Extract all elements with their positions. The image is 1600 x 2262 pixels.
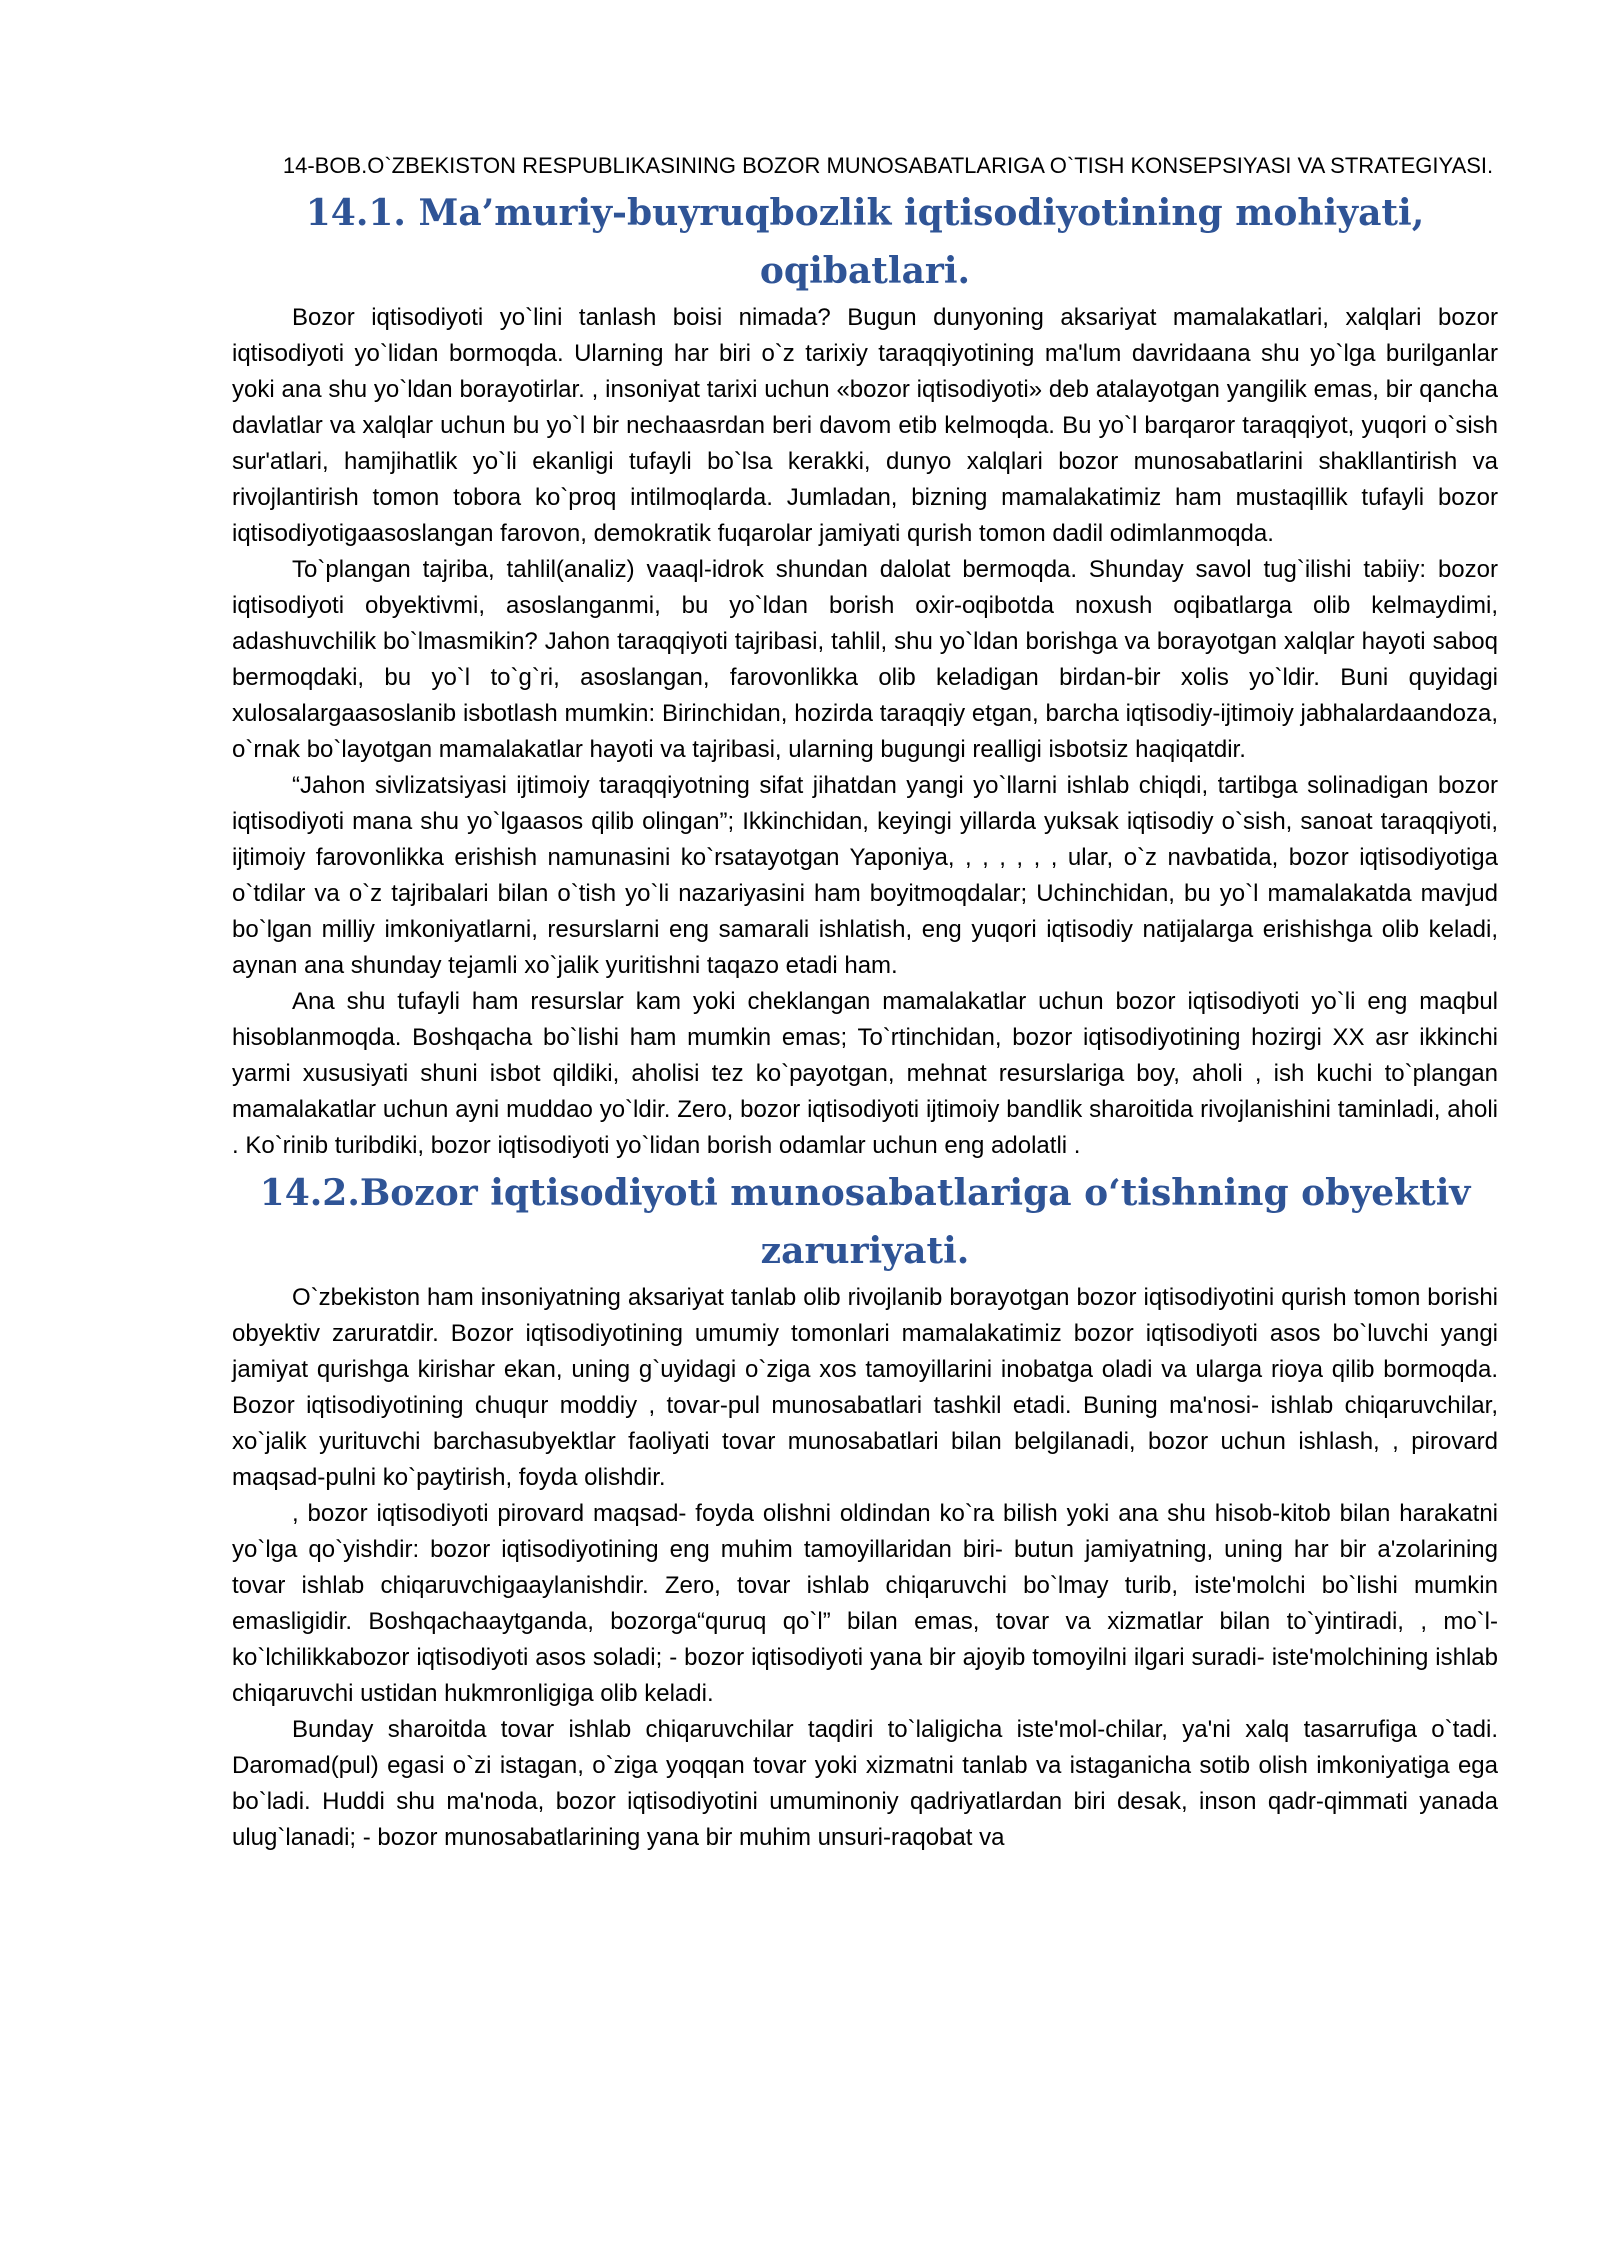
document-page [232,150,1498,1856]
paragraph: “Jahon sivlizatsiyasi ijtimoiy taraqqiyotning sifat jihatdan yangi yo`llarni ishlab chiqdi, tartibga solinadigan bozor iqtisodiyoti mana shu yo`lgaasos qilib olingan”; Ikkinchidan, keyingi yillarda yuksak iqtisodiy o`sish, sanoat taraqqiyoti, ijtimoiy farovonlikka erishish namunasini ko`rsatayotgan Yaponiya, , , , , , , ular, o`z navbatida, bozor iqtisodiyotiga o`tdilar va o`z tajribalari bilan o`tish yo`li nazariyasini ham boyitmoqdalar; Uchinchidan, bu yo`l mamalakatda mavjud bo`lgan milliy imkoniyatlarni, resurslarni eng samarali ishlatish, eng yuqori iqtisodiy natijalarga erishishga olib keladi, aynan ana shunday tejamli xo`jalik yuritishni taqazo etadi ham. [232,772,1498,979]
paragraph: Ana shu tufayli ham resurslar kam yoki cheklangan mamalakatlar uchun bozor iqtisodiyoti yo`li eng maqbul hisoblanmoqda. Boshqacha bo`lishi ham mumkin emas; To`rtinchidan, bozor iqtisodiyotining hozirgi XX asr ikkinchi yarmi xususiyati shuni isbot qildiki, aholisi tez ko`payotgan, mehnat resurslariga boy, aholi , ish kuchi to`plangan mamalakatlar uchun ayni muddao yo`ldir. Zero, bozor iqtisodiyoti ijtimoiy bandlik sharoitida rivojlanishini taminladi, aholi . Ko`rinib turibdiki, bozor iqtisodiyoti yo`lidan borish odamlar uchun eng adolatli . [232,988,1498,1159]
section-heading-14-1: 14.1. Ma’muriy-buyruqbozlik iqtisodiyotining mohiyati, oqibatlari. [305,192,1425,292]
paragraph: , bozor iqtisodiyoti pirovard maqsad- foyda olishni oldindan ko`ra bilish yoki ana shu hisob-kitob bilan harakatni yo`lga qo`yishdir: bozor iqtisodiyotining eng muhim tamoyillaridan biri- butun jamiyatning, uning har bir a'zolarining tovar ishlab chiqaruvchigaaylanishdir. Zero, tovar ishlab chiqaruvchi bo`lmay turib, iste'molchi bo`lishi mumkin emasligidir. Boshqachaaytganda, bozorga“quruq qo`l” bilan emas, tovar va xizmatlar bilan to`yintiradi, , mo`l-ko`lchilikkabozor iqtisodiyoti asos soladi; - bozor iqtisodiyoti yana bir ajoyib tomoyilni ilgari suradi- iste'molchining ishlab chiqaruvchi ustidan hukmronligiga olib keladi. [232,1500,1498,1707]
paragraph: Bozor iqtisodiyoti yo`lini tanlash boisi nimada? Bugun dunyoning aksariyat mamalakatlari, xalqlari bozor iqtisodiyoti yo`lidan bormoqda. Ularning har biri o`z tarixiy taraqqiyotining ma'lum davridaana shu yo`lga burilganlar yoki ana shu yo`ldan borayotirlar. , insoniyat tarixi uchun «bozor iqtisodiyoti» deb atalayotgan yangilik emas, bir qancha davlatlar va xalqlar uchun bu yo`l bir nechaasrdan beri davom etib kelmoqda. Bu yo`l barqaror taraqqiyot, yuqori o`sish sur'atlari, hamjihatlik yo`li ekanligi tufayli bo`lsa kerakki, dunyo xalqlari bozor munosabatlarini shakllantirish va rivojlantirish tomon tobora ko`proq intilmoqlarda. Jumladan, bizning mamalakatimiz ham mustaqillik tufayli bozor iqtisodiyotigaasoslangan farovon, demokratik fuqarolar jamiyati qurish tomon dadil odimlanmoqda. [232,304,1498,547]
paragraph: Bunday sharoitda tovar ishlab chiqaruvchilar taqdiri to`laligicha iste'mol-chilar, ya'ni xalq tasarrufiga o`tadi. Daromad(pul) egasi o`zi istagan, o`ziga yoqqan tovar yoki xizmatni tanlab va istaganicha sotib olish imkoniyatiga ega bo`ladi. Huddi shu ma'noda, bozor iqtisodiyotini umuminoniy qadriyatlardan biri desak, inson qadr-qimmati yanada ulug`lanadi; - bozor munosabatlarining yana bir muhim unsuri-raqobat va [232,1716,1498,1851]
paragraph: O`zbekiston ham insoniyatning aksariyat tanlab olib rivojlanib borayotgan bozor iqtisodiyotini qurish tomon borishi obyektiv zaruratdir. Bozor iqtisodiyotining umumiy tomonlari mamalakatimiz bozor iqtisodiyoti asos bo`luvchi yangi jamiyat qurishga kirishar ekan, uning g`uyidagi o`ziga xos tamoyillarini inobatga oladi va ularga rioya qilib bormoqda. Bozor iqtisodiyotining chuqur moddiy , tovar-pul munosabatlari tashkil etadi. Buning ma'nosi- ishlab chiqaruvchilar, xo`jalik yurituvchi barchasubyektlar faoliyati tovar munosabatlari bilan belgilanadi, bozor uchun ishlash, , pirovard maqsad-pulni ko`paytirish, foyda olishdir. [232,1284,1498,1491]
paragraph: To`plangan tajriba, tahlil(analiz) vaaql-idrok shundan dalolat bermoqda. Shunday savol tug`ilishi tabiiy: bozor iqtisodiyoti obyektivmi, asoslanganmi, bu yo`ldan borish oxir-oqibotda noxush oqibatlarga olib kelmaydimi, adashuvchilik bo`lmasmikin? Jahon taraqqiyoti tajribasi, tahlil, shu yo`ldan borishga va borayotgan xalqlar hayoti saboq bermoqdaki, bu yo`l to`g`ri, asoslangan, farovonlikka olib keladigan birdan-bir xolis yo`ldir. Buni quyidagi xulosalargaasoslanib isbotlash mumkin: Birinchidan, hozirda taraqqiy etgan, barcha iqtisodiy-ijtimoiy jabhalardaandoza, o`rnak bo`layotgan mamalakatlar hayoti va tajribasi, ularning bugungi realligi isbotsiz haqiqatdir. [232,556,1498,763]
section-heading-14-2: 14.2.Bozor iqtisodiyoti munosabatlariga o‘tishning obyektiv zaruriyati. [259,1172,1471,1272]
chapter-title: 14-BOB.O`ZBEKISTON RESPUBLIKASINING BOZOR MUNOSABATLARIGA O`TISH KONSEPSIYASI VA STRATEGIYASI. [282,153,1494,178]
